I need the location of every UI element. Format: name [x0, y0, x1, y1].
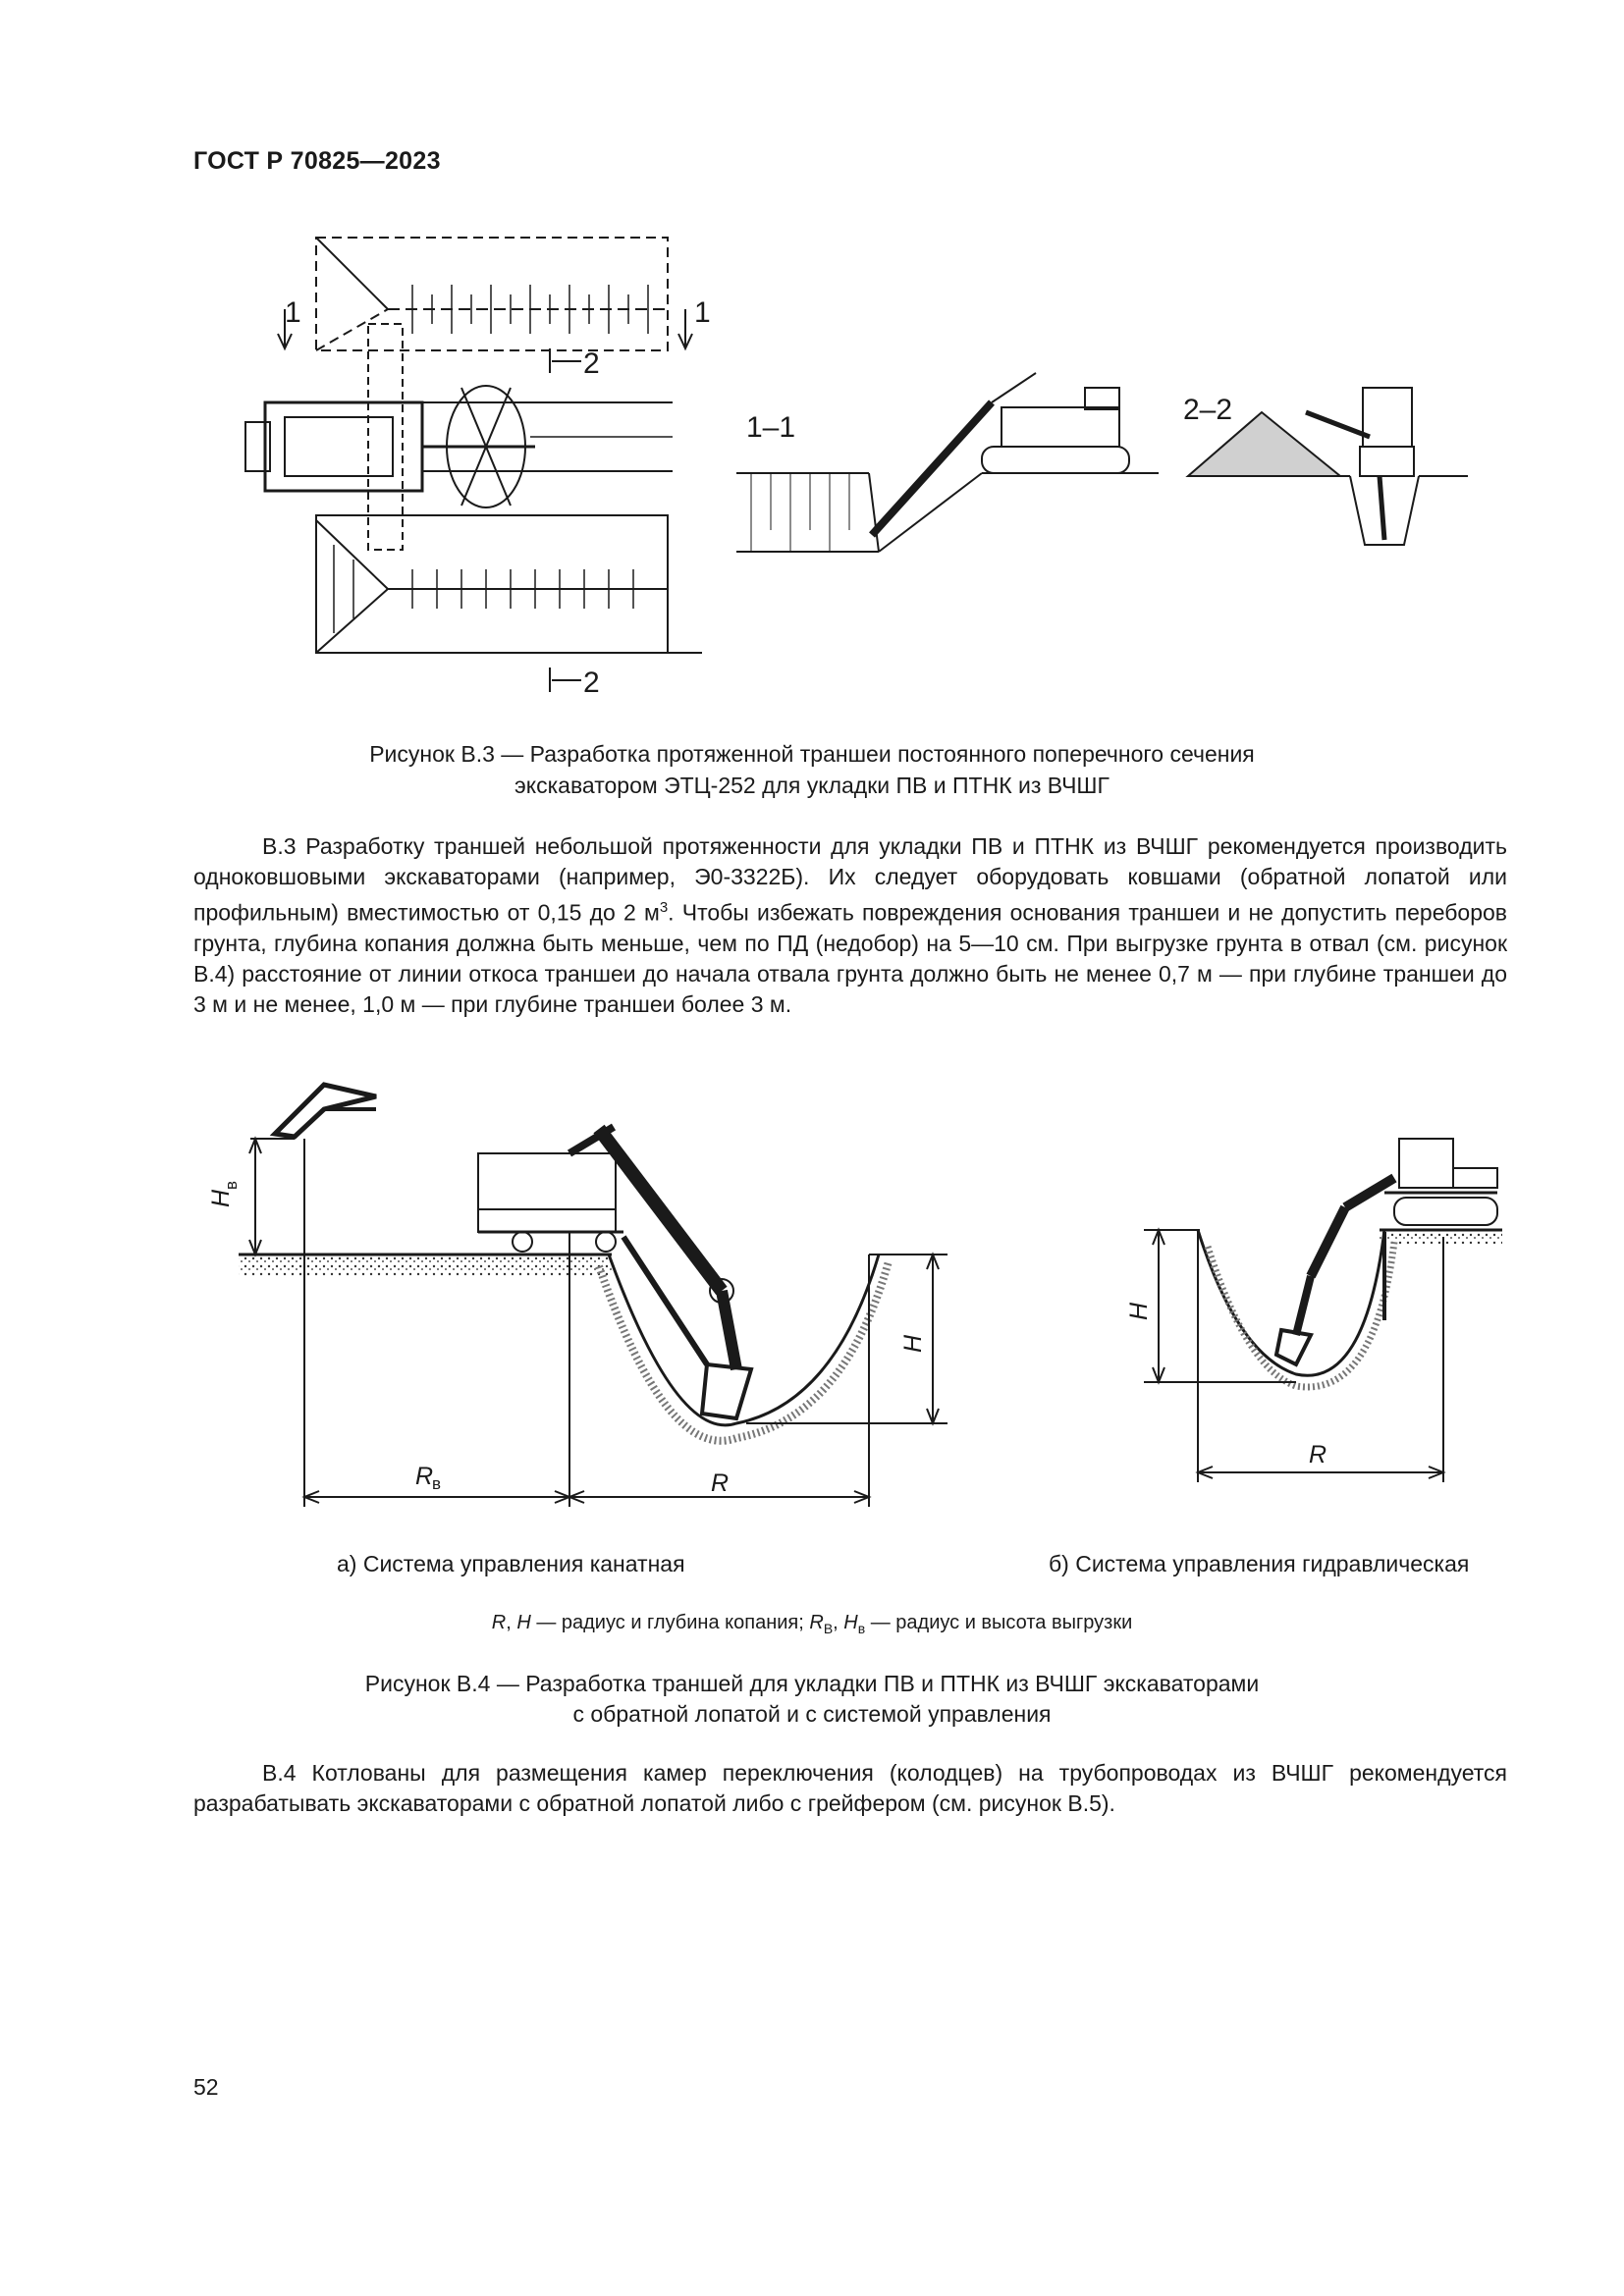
- section-2-top: 2: [583, 347, 600, 380]
- trench-bowl-b: [1198, 1230, 1384, 1375]
- page-number: 52: [193, 2074, 219, 2100]
- excavator-b-cab: [1399, 1139, 1453, 1188]
- legend-h: H: [516, 1612, 531, 1633]
- paragraph-b4-text: В.4 Котлованы для размещения камер переключения (колодцев) на трубопроводах из ВЧШГ рекомендуется разрабатывать экскаваторами с обратной лопатой либо с грейфером (см. рисунок В.5).: [193, 1760, 1507, 1816]
- section-1-left: 1: [285, 296, 301, 329]
- dim-h-b: H: [1125, 1302, 1153, 1320]
- figure-b4a-drawing: [239, 1085, 947, 1507]
- section-2-bottom: 2: [583, 667, 600, 699]
- figure-b4a-subcaption: а) Система управления канатная: [337, 1551, 685, 1576]
- figure-b4b-subcaption: б) Система управления гидравлическая: [1049, 1551, 1470, 1576]
- figure-b4-caption-line-1: Рисунок В.4 — Разработка траншей для укладки ПВ и ПТНК из ВЧШГ экскаваторами: [364, 1671, 1260, 1696]
- legend-r: R: [491, 1612, 507, 1633]
- document-header: ГОСТ Р 70825—2023: [193, 147, 441, 175]
- view-1-1-label: 1–1: [746, 411, 796, 444]
- dim-h-a: H: [899, 1334, 927, 1353]
- paragraph-b3-sup: 3: [659, 899, 669, 916]
- legend-text-1: — радиус и глубина копания;: [530, 1612, 810, 1633]
- dim-hv-sub: в: [222, 1180, 241, 1190]
- legend-rv-sub: В: [823, 1621, 834, 1636]
- dim-r-a: R: [711, 1469, 730, 1497]
- view-2-2-label: 2–2: [1183, 394, 1233, 426]
- figure-b4b-drawing: [1144, 1139, 1502, 1482]
- figure-b3-caption-line-2: экскаватором ЭТЦ-252 для укладки ПВ и ПТНК из ВЧШГ: [514, 773, 1110, 798]
- legend-hv: H: [843, 1612, 858, 1633]
- dim-hv-main: H: [207, 1189, 235, 1207]
- paragraph-b3-text-2: . Чтобы избежать повреждения основания траншеи и не допустить переборов грунта, глубина копания должна быть меньше, чем по ПД (недобор) на 5—10 см. При выгрузке грунта в отвал (см. рисунок В.4) расстояние от линии откоса траншеи до начала отвала грунта должно быть не менее 0,7 м — при глубине траншеи до 3 м и не менее, 1,0 м — при глубине траншеи более 3 м.: [193, 899, 1507, 1017]
- dim-labels-a: [207, 1181, 927, 1497]
- excavator-a-cab: [478, 1153, 616, 1232]
- figure-b4-legend: [0, 1612, 1624, 1636]
- figure-b3-caption-line-1: Рисунок В.3 — Разработка протяженной траншеи постоянного поперечного сечения: [369, 741, 1255, 767]
- paragraph-b3-text-1: В.3 Разработку траншей небольшой протяженности для укладки ПВ и ПТНК из ВЧШГ рекомендуется производить одноковшовыми экскаваторами (например, Э0-3322Б). Их следует оборудовать ковшами (обратной лопатой или профильным) вместимостью от 0,15 до 2 м: [193, 833, 1507, 926]
- legend-sep-2: ,: [833, 1612, 844, 1633]
- bucket-a: [702, 1364, 751, 1418]
- legend-hv-sub: в: [857, 1621, 866, 1636]
- dim-rv-sub: в: [432, 1474, 442, 1493]
- paragraph-b4: [193, 1758, 1507, 1819]
- figure-b4-caption-line-2: с обратной лопатой и с системой управления: [572, 1701, 1052, 1727]
- legend-text-2: — радиус и высота выгрузки: [865, 1612, 1133, 1633]
- legend-rv: R: [809, 1612, 824, 1633]
- section-1-right: 1: [694, 296, 711, 329]
- ground-a-left: [239, 1255, 612, 1276]
- excavator-b-tracks: [1394, 1198, 1497, 1225]
- dim-r-b: R: [1309, 1441, 1327, 1468]
- dim-rv-main: R: [415, 1463, 434, 1490]
- legend-sep-1: ,: [506, 1612, 517, 1633]
- bucket-b: [1276, 1330, 1311, 1364]
